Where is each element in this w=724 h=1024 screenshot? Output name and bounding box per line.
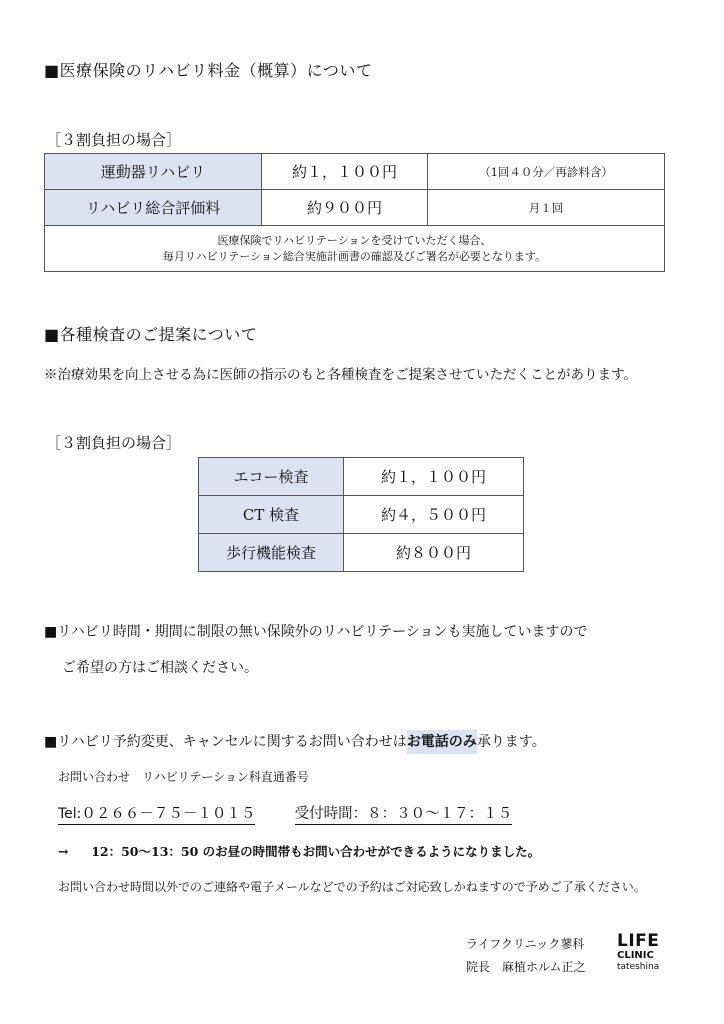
contact-label: お問い合わせ リハビリテーション科直通番号 [58, 770, 309, 784]
section3-line2: ご希望の方はご相談ください。 [62, 660, 258, 676]
phone-number [58, 806, 255, 825]
exam-price-cell: 約１，１００円 [344, 458, 524, 496]
logo-line2: CLINIC [617, 950, 654, 961]
disclaimer: お問い合わせ時間以外でのご連絡や電子メールなどでの予約はご対応致しかねますので予めご了承ください。 [58, 880, 646, 894]
rehab-fee-table [44, 153, 665, 272]
fee-footnote-line2: 毎月リハビリテーション総合実施計画書の確認及びご署名が必要となります。 [162, 249, 547, 263]
fee-label-cell: リハビリ総合評価料 [45, 190, 262, 226]
exam-fee-table [198, 457, 524, 572]
exam-price-cell: 約４，５００円 [344, 496, 524, 534]
section4-line-suffix: 承ります。 [476, 734, 546, 750]
tel-prefix: Tel: [58, 806, 82, 822]
clinic-name: ライフクリニック蓼科 [466, 937, 585, 951]
exam-label-cell: CT 検査 [199, 496, 344, 534]
clinic-logo [617, 932, 677, 973]
phone-only-highlight: お電話のみ [407, 730, 477, 754]
section1-heading: ■医療保険のリハビリ料金（概算）について [44, 61, 373, 80]
section4-line [44, 731, 546, 751]
fee-price-cell: 約９００円 [262, 190, 428, 226]
fee-footnote-cell [45, 226, 665, 272]
arrow-icon: → [58, 844, 69, 859]
logo-line3: tateshina [617, 962, 660, 972]
tel-number: ０２６６－７５－１０１５ [81, 806, 256, 822]
table-row [199, 534, 524, 572]
section1-subheading: ［３割負担の場合］ [46, 131, 182, 149]
lunch-note-line [58, 842, 540, 860]
section3-line1: ■リハビリ時間・期間に制限の無い保険外のリハビリテーションも実施していますので [44, 624, 588, 640]
exam-label-cell: エコー検査 [199, 458, 344, 496]
exam-label-cell: 歩行機能検査 [199, 534, 344, 572]
fee-note-cell: 月１回 [428, 190, 665, 226]
fee-label-cell: 運動器リハビリ [45, 154, 262, 190]
logo-line1: LIFE [617, 931, 660, 951]
table-row [45, 226, 665, 272]
fee-price-cell: 約１，１００円 [262, 154, 428, 190]
lunch-note: 12：50～13：50 のお昼の時間帯もお問い合わせができるようになりました。 [91, 844, 541, 859]
reception-hours: 受付時間：８：３０～１７：１５ [295, 806, 513, 825]
section2-heading: ■各種検査のご提案について [44, 325, 258, 344]
director-name: 院長 麻植ホルム正之 [466, 960, 586, 974]
fee-note-cell: （1回４０分／再診料含） [428, 154, 665, 190]
table-row [199, 458, 524, 496]
fee-footnote-line1: 医療保険でリハビリテーションを受けていただく場合、 [217, 233, 492, 247]
section2-note: ※治療効果を向上させる為に医師の指示のもと各種検査をご提案させていただくことがあります。 [44, 367, 637, 383]
tel-line [58, 802, 512, 823]
table-row [45, 190, 665, 226]
section2-subheading: ［３割負担の場合］ [46, 434, 182, 452]
table-row [199, 496, 524, 534]
exam-price-cell: 約８００円 [344, 534, 524, 572]
table-row [45, 154, 665, 190]
section4-line-prefix: ■リハビリ予約変更、キャンセルに関するお問い合わせは [44, 734, 407, 750]
